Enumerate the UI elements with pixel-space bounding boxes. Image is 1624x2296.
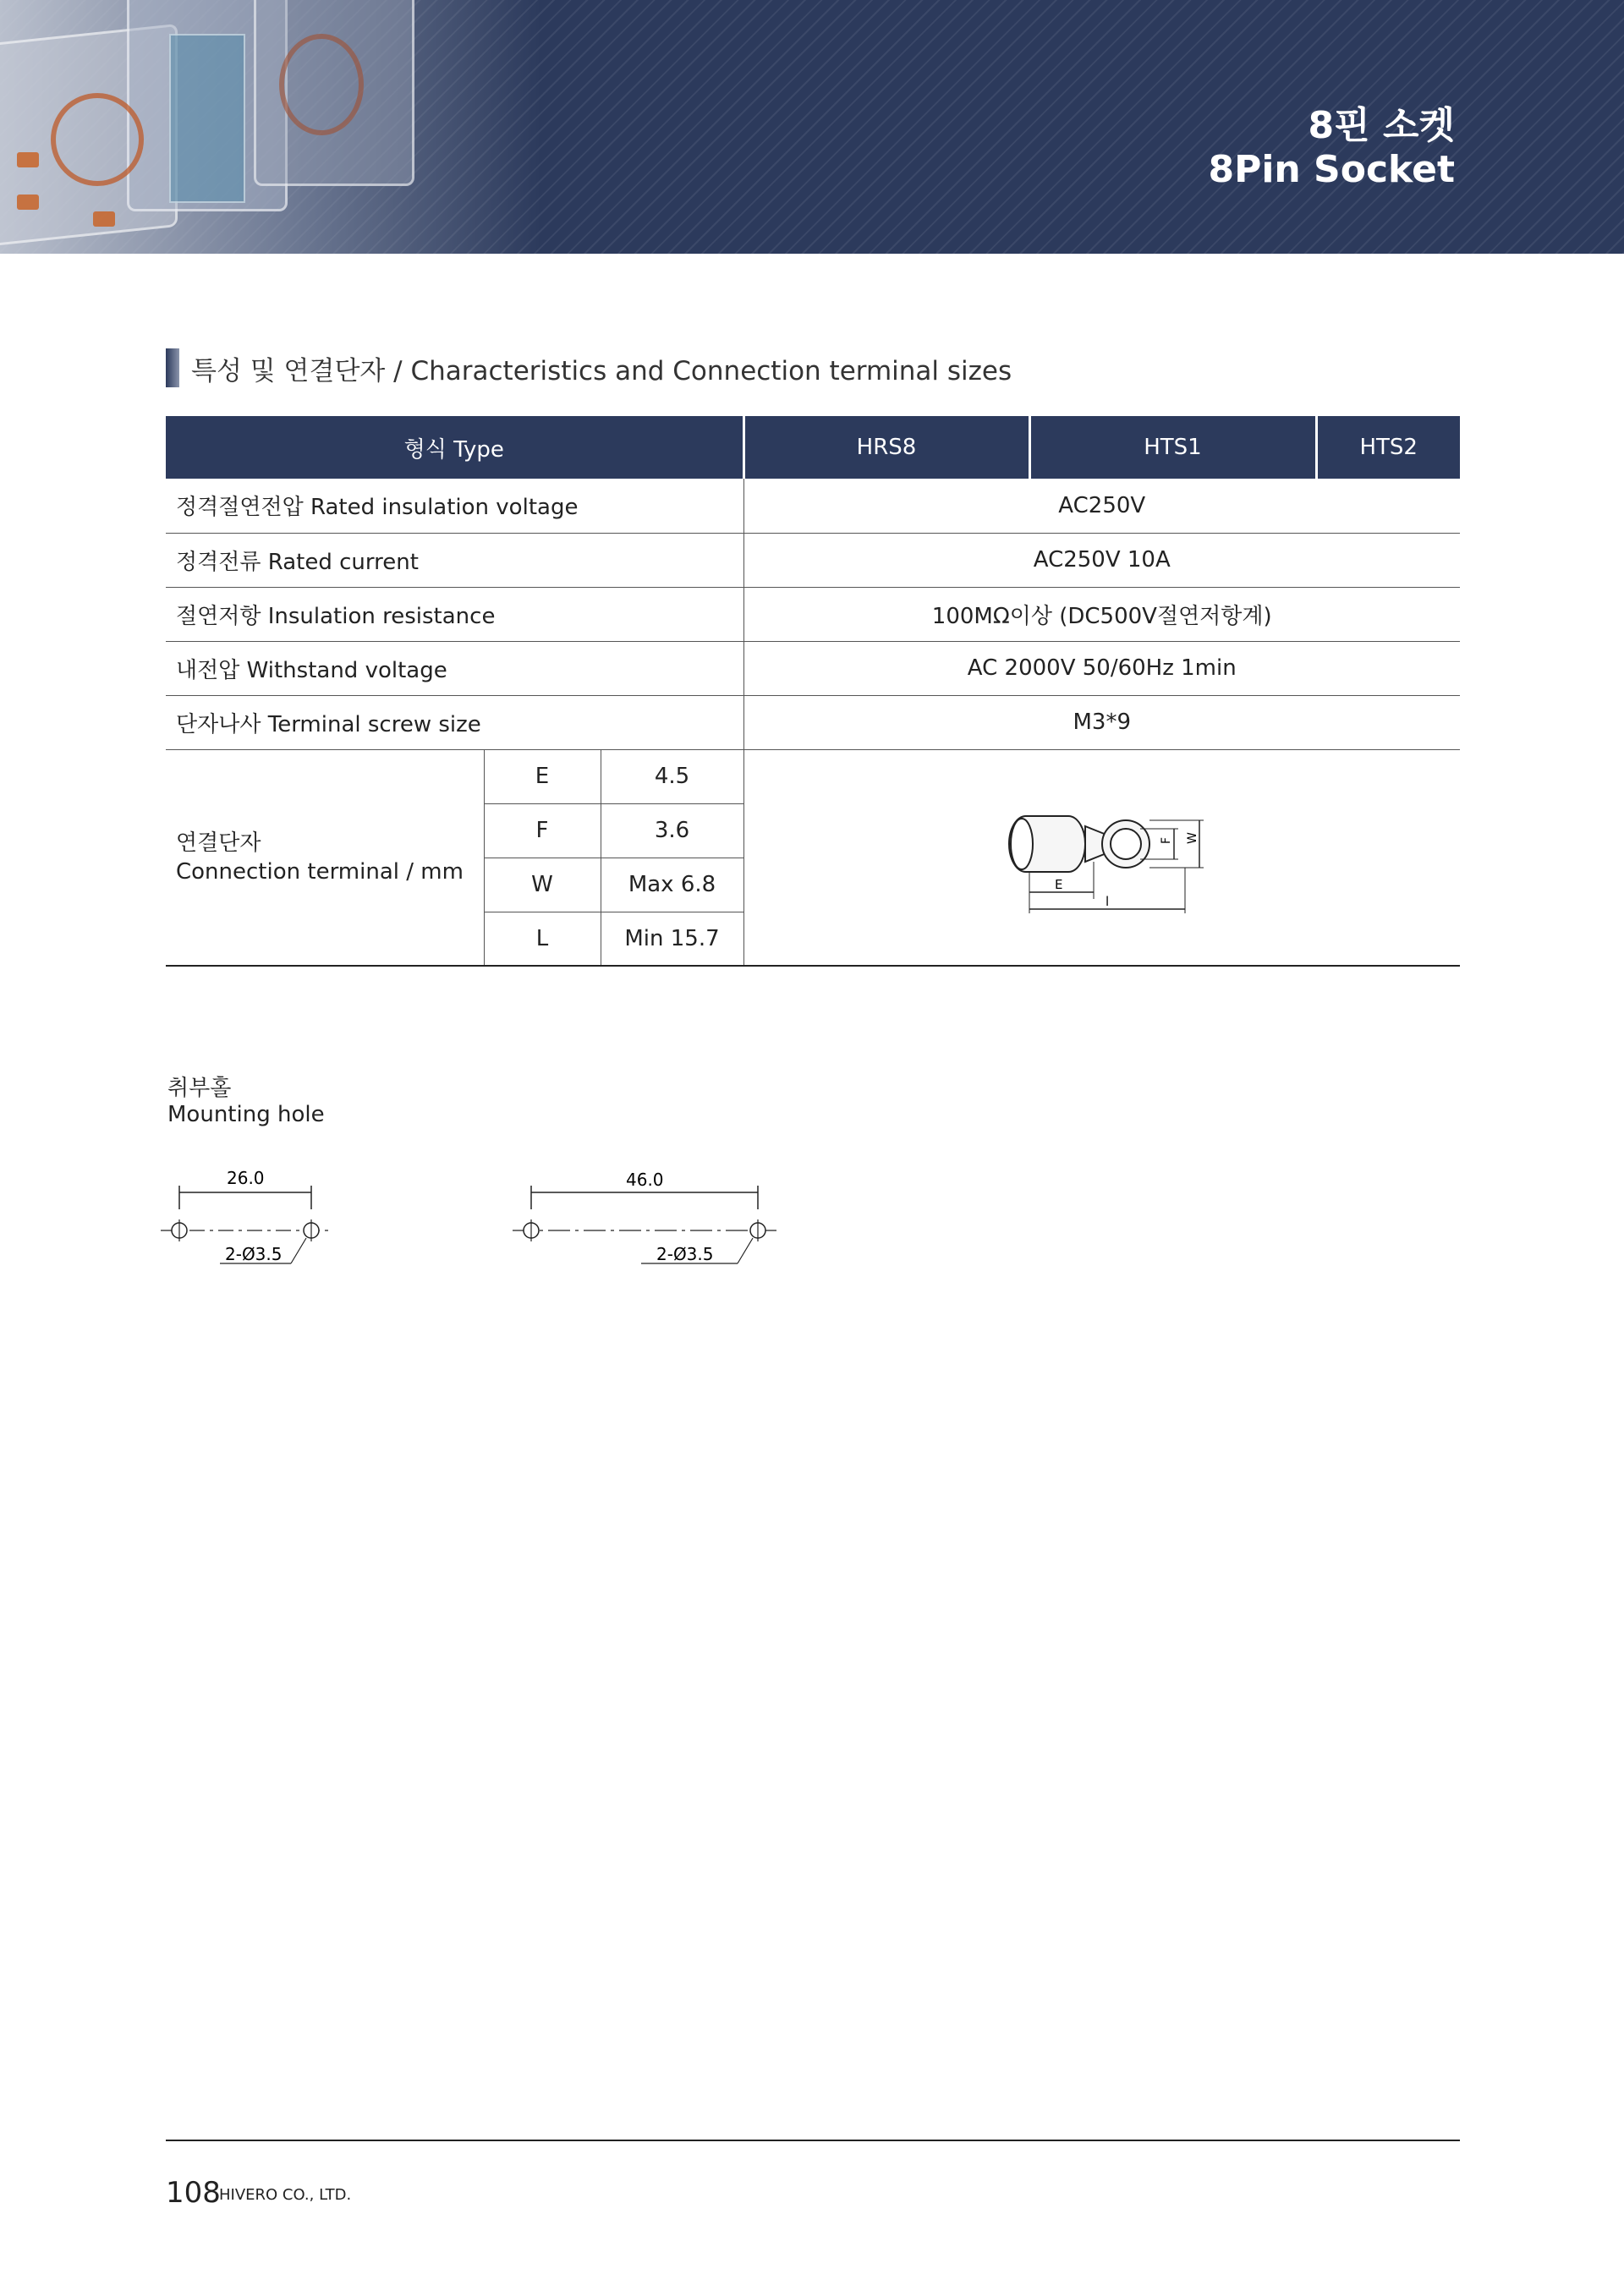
leader-line	[291, 1238, 306, 1263]
section-marker-bar	[166, 348, 179, 387]
diagram-label-f: F	[1159, 837, 1173, 845]
relay-pin	[17, 195, 39, 210]
hole-diameter-label: 2-Ø3.5	[225, 1244, 283, 1264]
table-row	[166, 587, 1460, 641]
hole-diameter-label: 2-Ø3.5	[656, 1244, 714, 1264]
dim-value: 4.5	[601, 749, 743, 803]
header-hrs8: HRS8	[743, 416, 1029, 479]
dim-name: L	[484, 912, 601, 966]
row-label: 절연저항 Insulation resistance	[166, 587, 743, 641]
row-value: 100MΩ이상 (DC500V절연저항계)	[743, 587, 1460, 641]
table-header-row	[166, 416, 1460, 479]
relay-pin	[93, 211, 115, 227]
mounting-hole-drawing-26	[161, 1160, 338, 1279]
page-title-english: 8Pin Socket	[1208, 148, 1455, 191]
ring-terminal-diagram	[1001, 791, 1204, 918]
connection-label-korean: 연결단자	[176, 830, 261, 856]
connection-terminal-label	[166, 749, 484, 966]
table-row	[166, 479, 1460, 533]
mounting-hole-drawing-46	[513, 1160, 783, 1279]
terminal-barrel-opening	[1011, 819, 1033, 869]
dim-name: E	[484, 749, 601, 803]
mounting-hole-title-english: Mounting hole	[167, 1102, 325, 1127]
row-label: 정격전류 Rated current	[166, 533, 743, 587]
relay-pin	[17, 152, 39, 167]
table-row	[166, 533, 1460, 587]
relay-coil	[51, 93, 144, 186]
diagram-label-w: W	[1185, 832, 1199, 845]
diagram-label-e: E	[1054, 877, 1063, 893]
table-row	[166, 695, 1460, 749]
header-banner	[0, 0, 1624, 254]
row-label: 단자나사 Terminal screw size	[166, 695, 743, 749]
row-value: AC 2000V 50/60Hz 1min	[743, 641, 1460, 695]
relay-label-plate	[169, 34, 245, 203]
dim-name: F	[484, 803, 601, 858]
dim-value: 3.6	[601, 803, 743, 858]
row-label: 내전압 Withstand voltage	[166, 641, 743, 695]
company-name: HIVERO CO., LTD.	[219, 2186, 352, 2204]
leader-line	[738, 1238, 753, 1263]
dim-value: Min 15.7	[601, 912, 743, 966]
connection-label-english: Connection terminal / mm	[176, 858, 464, 885]
page-number: 108	[166, 2176, 221, 2210]
row-value: M3*9	[743, 695, 1460, 749]
terminal-ring-hole	[1111, 829, 1141, 859]
header-type: 형식 Type	[166, 416, 743, 479]
dim-name: W	[484, 858, 601, 912]
characteristics-table	[166, 416, 1460, 967]
row-value: AC250V 10A	[743, 533, 1460, 587]
diagram-label-l: l	[1105, 894, 1109, 910]
mounting-hole-title-korean: 취부홀	[167, 1076, 232, 1101]
relay-coil	[279, 34, 364, 135]
row-label: 정격절연전압 Rated insulation voltage	[166, 479, 743, 533]
terminal-diagram-cell	[743, 749, 1460, 966]
hole-spacing-label: 26.0	[227, 1168, 265, 1188]
table-row	[166, 749, 1460, 803]
section-heading	[166, 348, 1012, 387]
table-row	[166, 641, 1460, 695]
hole-spacing-label: 46.0	[626, 1170, 664, 1190]
page-title-korean: 8핀 소켓	[1308, 104, 1455, 147]
row-value: AC250V	[743, 479, 1460, 533]
dim-value: Max 6.8	[601, 858, 743, 912]
header-hts1: HTS1	[1029, 416, 1316, 479]
footer-divider	[166, 2140, 1460, 2141]
relay-product-photo	[0, 0, 541, 254]
section-heading-text: 특성 및 연결단자 / Characteristics and Connection terminal sizes	[191, 355, 1012, 386]
header-hts2: HTS2	[1316, 416, 1460, 479]
